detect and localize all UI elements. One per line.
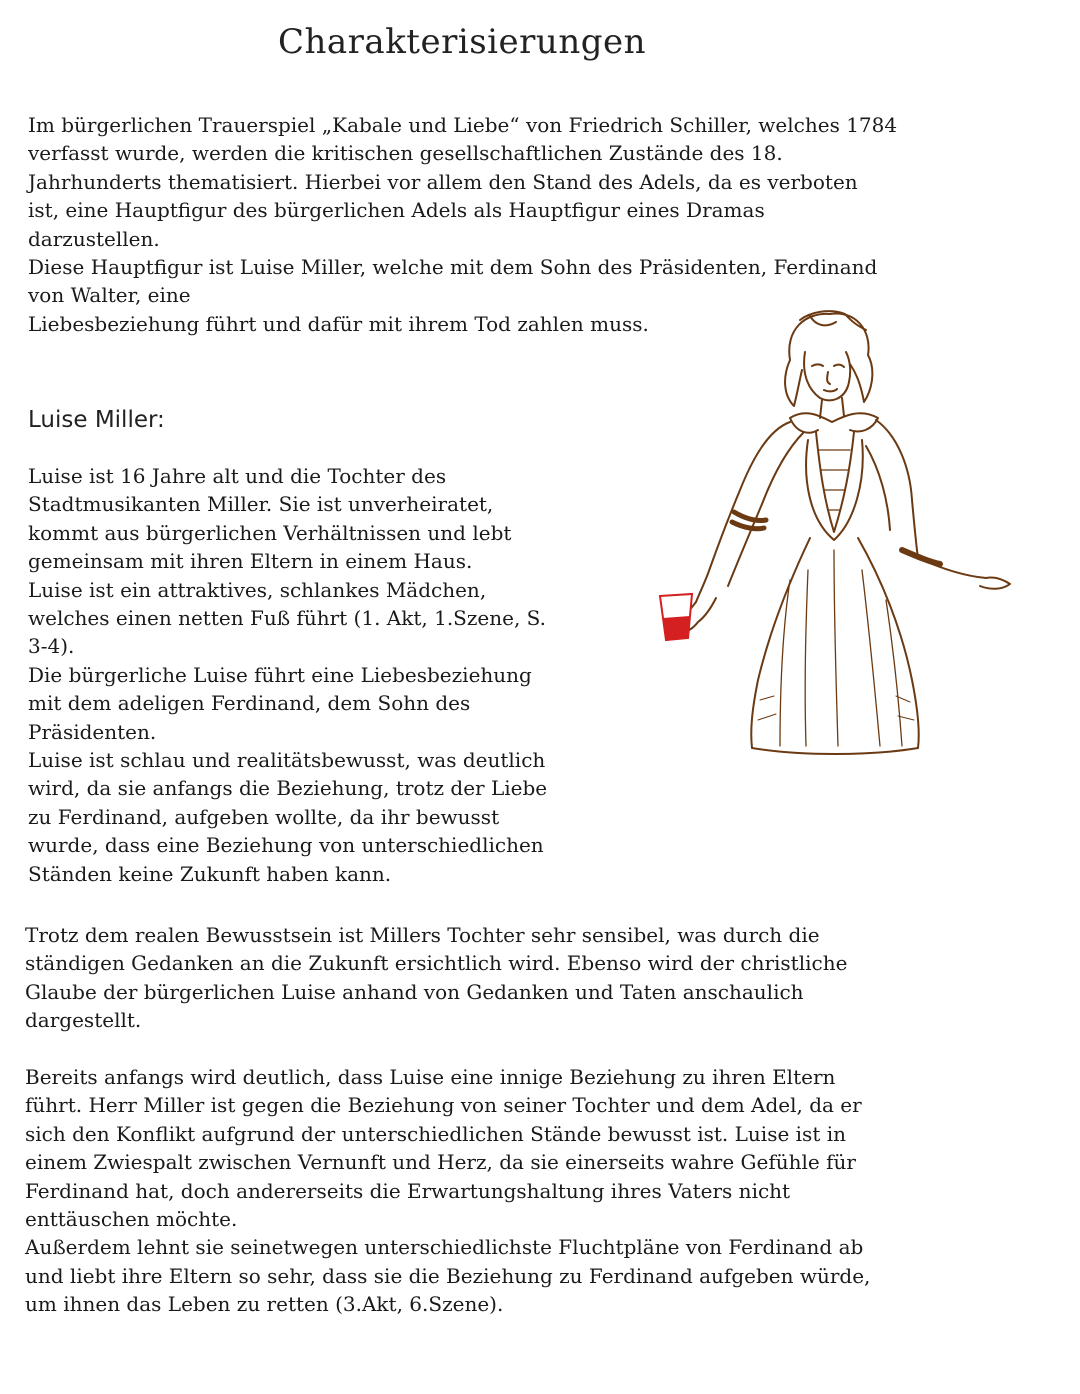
intro-line: Liebesbeziehung führt und dafür mit ihrem Tod zahlen muss.	[28, 311, 649, 336]
intro-line: von Walter, eine	[28, 283, 191, 308]
section-paragraph	[28, 462, 547, 888]
section-line: zu Ferdinand, aufgeben wollte, da ihr bewusst	[28, 804, 500, 829]
section-line: Luise ist 16 Jahre alt und die Tochter des	[28, 464, 447, 488]
paragraph-2	[25, 921, 847, 1035]
paragraph-line: einem Zwiespalt zwischen Vernunft und Herz, da sie einerseits wahre Gefühle für	[25, 1150, 856, 1175]
section-line: Luise ist ein attraktives, schlankes Mädchen,	[28, 577, 487, 602]
section-line: mit dem adeligen Ferdinand, dem Sohn des	[28, 691, 471, 716]
paragraph-line: Außerdem lehnt sie seinetwegen unterschiedlichste Fluchtpläne von Ferdinand ab	[25, 1235, 864, 1260]
intro-line: ist, eine Hauptfigur des bürgerlichen Adels als Hauptfigur eines Dramas	[28, 198, 765, 223]
intro-line: Diese Hauptfigur ist Luise Miller, welche mit dem Sohn des Präsidenten, Ferdinand	[28, 255, 878, 280]
paragraph-line: und liebt ihre Eltern so sehr, dass sie die Beziehung zu Ferdinand aufgeben würde,	[25, 1263, 871, 1288]
red-glass	[660, 594, 692, 640]
paragraph-line: sich den Konflikt aufgrund der unterschiedlichen Stände bewusst ist. Luise ist in	[25, 1121, 846, 1146]
paragraph-line: Bereits anfangs wird deutlich, dass Luise eine innige Beziehung zu ihren Eltern	[25, 1065, 836, 1089]
paragraph-line: Ferdinand hat, doch andererseits die Erwartungshaltung ihres Vaters nicht	[25, 1178, 791, 1203]
paragraph-line: Glaube der bürgerlichen Luise anhand von Gedanken und Taten anschaulich	[25, 979, 804, 1004]
section-heading: Luise Miller:	[28, 407, 165, 433]
luise-illustration	[640, 300, 1020, 760]
intro-line: Im bürgerlichen Trauerspiel „Kabale und Liebe“ von Friedrich Schiller, welches 1784	[28, 113, 898, 137]
intro-line: verfasst wurde, werden die kritischen gesellschaftlichen Zustände des 18.	[28, 141, 783, 166]
section-line: Ständen keine Zukunft haben kann.	[28, 861, 392, 886]
section-line: wird, da sie anfangs die Beziehung, trotz der Liebe	[28, 776, 548, 801]
paragraph-line: dargestellt.	[25, 1008, 142, 1033]
paragraph-3	[25, 1063, 870, 1319]
page-title: Charakterisierungen	[278, 22, 646, 62]
section-line: Stadtmusikanten Miller. Sie ist unverheiratet,	[28, 492, 494, 517]
intro-line: darzustellen.	[28, 226, 160, 251]
paragraph-line: um ihnen das Leben zu retten (3.Akt, 6.Szene).	[25, 1292, 504, 1317]
section-line: 3-4).	[28, 634, 75, 659]
section-line: Präsidenten.	[28, 719, 157, 744]
section-line: Luise ist schlau und realitätsbewusst, was deutlich	[28, 748, 546, 773]
intro-line: Jahrhunderts thematisiert. Hierbei vor allem den Stand des Adels, da es verboten	[28, 169, 858, 194]
paragraph-line: Trotz dem realen Bewusstsein ist Millers Tochter sehr sensibel, was durch die	[25, 923, 820, 947]
section-line: welches einen netten Fuß führt (1. Akt, 1.Szene, S.	[28, 606, 547, 631]
section-line: kommt aus bürgerlichen Verhältnissen und lebt	[28, 520, 512, 545]
paragraph-line: ständigen Gedanken an die Zukunft ersichtlich wird. Ebenso wird der christliche	[25, 951, 848, 976]
section-line: Die bürgerliche Luise führt eine Liebesbeziehung	[28, 662, 532, 687]
paragraph-line: führt. Herr Miller ist gegen die Beziehung von seiner Tochter und dem Adel, da er	[25, 1093, 862, 1118]
section-line: wurde, dass eine Beziehung von unterschiedlichen	[28, 833, 544, 858]
paragraph-line: enttäuschen möchte.	[25, 1207, 238, 1232]
section-line: gemeinsam mit ihren Eltern in einem Haus.	[28, 549, 473, 574]
